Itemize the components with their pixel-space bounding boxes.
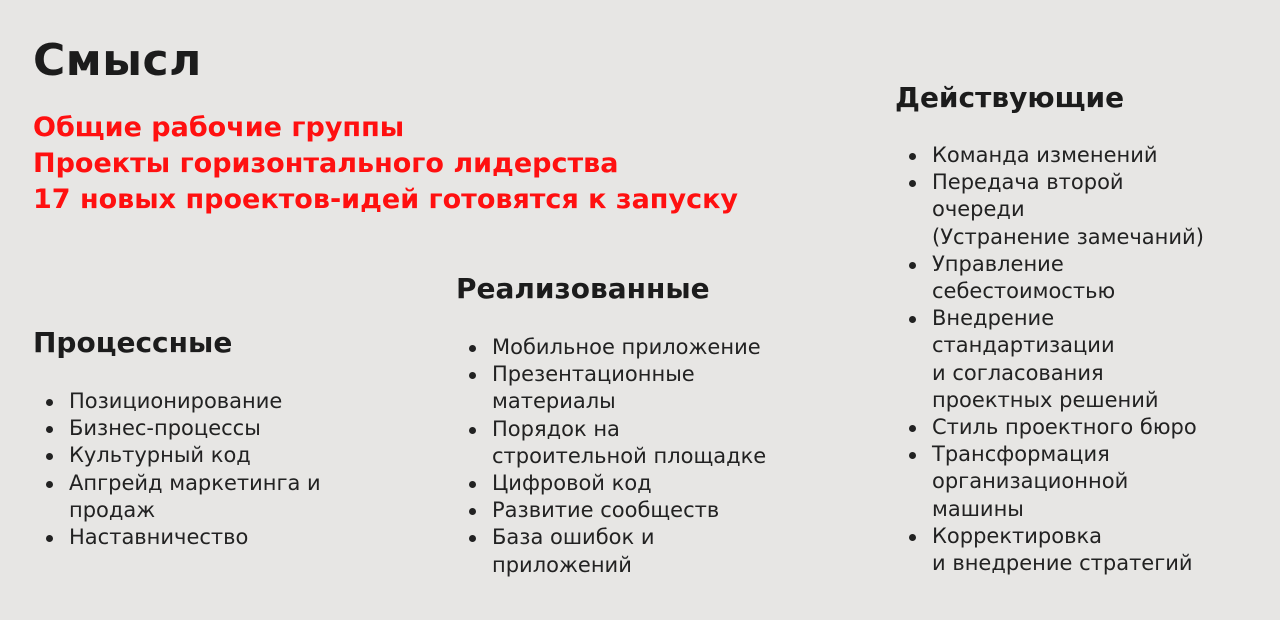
list-item: Позиционирование	[69, 388, 399, 415]
column-heading-realized: Реализованные	[456, 272, 710, 305]
list-item: Наставничество	[69, 524, 399, 551]
list-item: Трансформация организационной машины	[932, 441, 1280, 523]
list-item: Порядок на строительной площадке	[492, 416, 852, 470]
highlight-item: Проекты горизонтального лидерства	[33, 148, 619, 179]
list-item: Мобильное приложение	[492, 334, 852, 361]
column-heading-process: Процессные	[33, 326, 233, 359]
highlight-list	[33, 110, 738, 218]
list-item: Развитие сообществ	[492, 497, 852, 524]
active-list	[896, 142, 1280, 577]
list-item: Бизнес-процессы	[69, 415, 399, 442]
list-item: Стиль проектного бюро	[932, 414, 1280, 441]
list-item: Передача второй очереди (Устранение замечаний)	[932, 169, 1280, 251]
highlight-item: Общие рабочие группы	[33, 112, 405, 143]
list-item: Цифровой код	[492, 470, 852, 497]
slide-title: Смысл	[33, 35, 202, 86]
list-item: Культурный код	[69, 442, 399, 469]
highlight-item: 17 новых проектов-идей готовятся к запуску	[33, 184, 738, 215]
column-heading-active: Действующие	[895, 81, 1125, 114]
realized-list	[456, 334, 852, 579]
list-item: Корректировка и внедрение стратегий	[932, 523, 1280, 577]
list-item: Презентационные материалы	[492, 361, 852, 415]
list-item: Команда изменений	[932, 142, 1280, 169]
list-item: Управление себестоимостью	[932, 251, 1280, 305]
list-item: Апгрейд маркетинга и продаж	[69, 470, 399, 524]
process-list	[33, 388, 399, 551]
list-item: Внедрение стандартизации и согласования проектных решений	[932, 305, 1280, 414]
list-item: База ошибок и приложений	[492, 524, 852, 578]
